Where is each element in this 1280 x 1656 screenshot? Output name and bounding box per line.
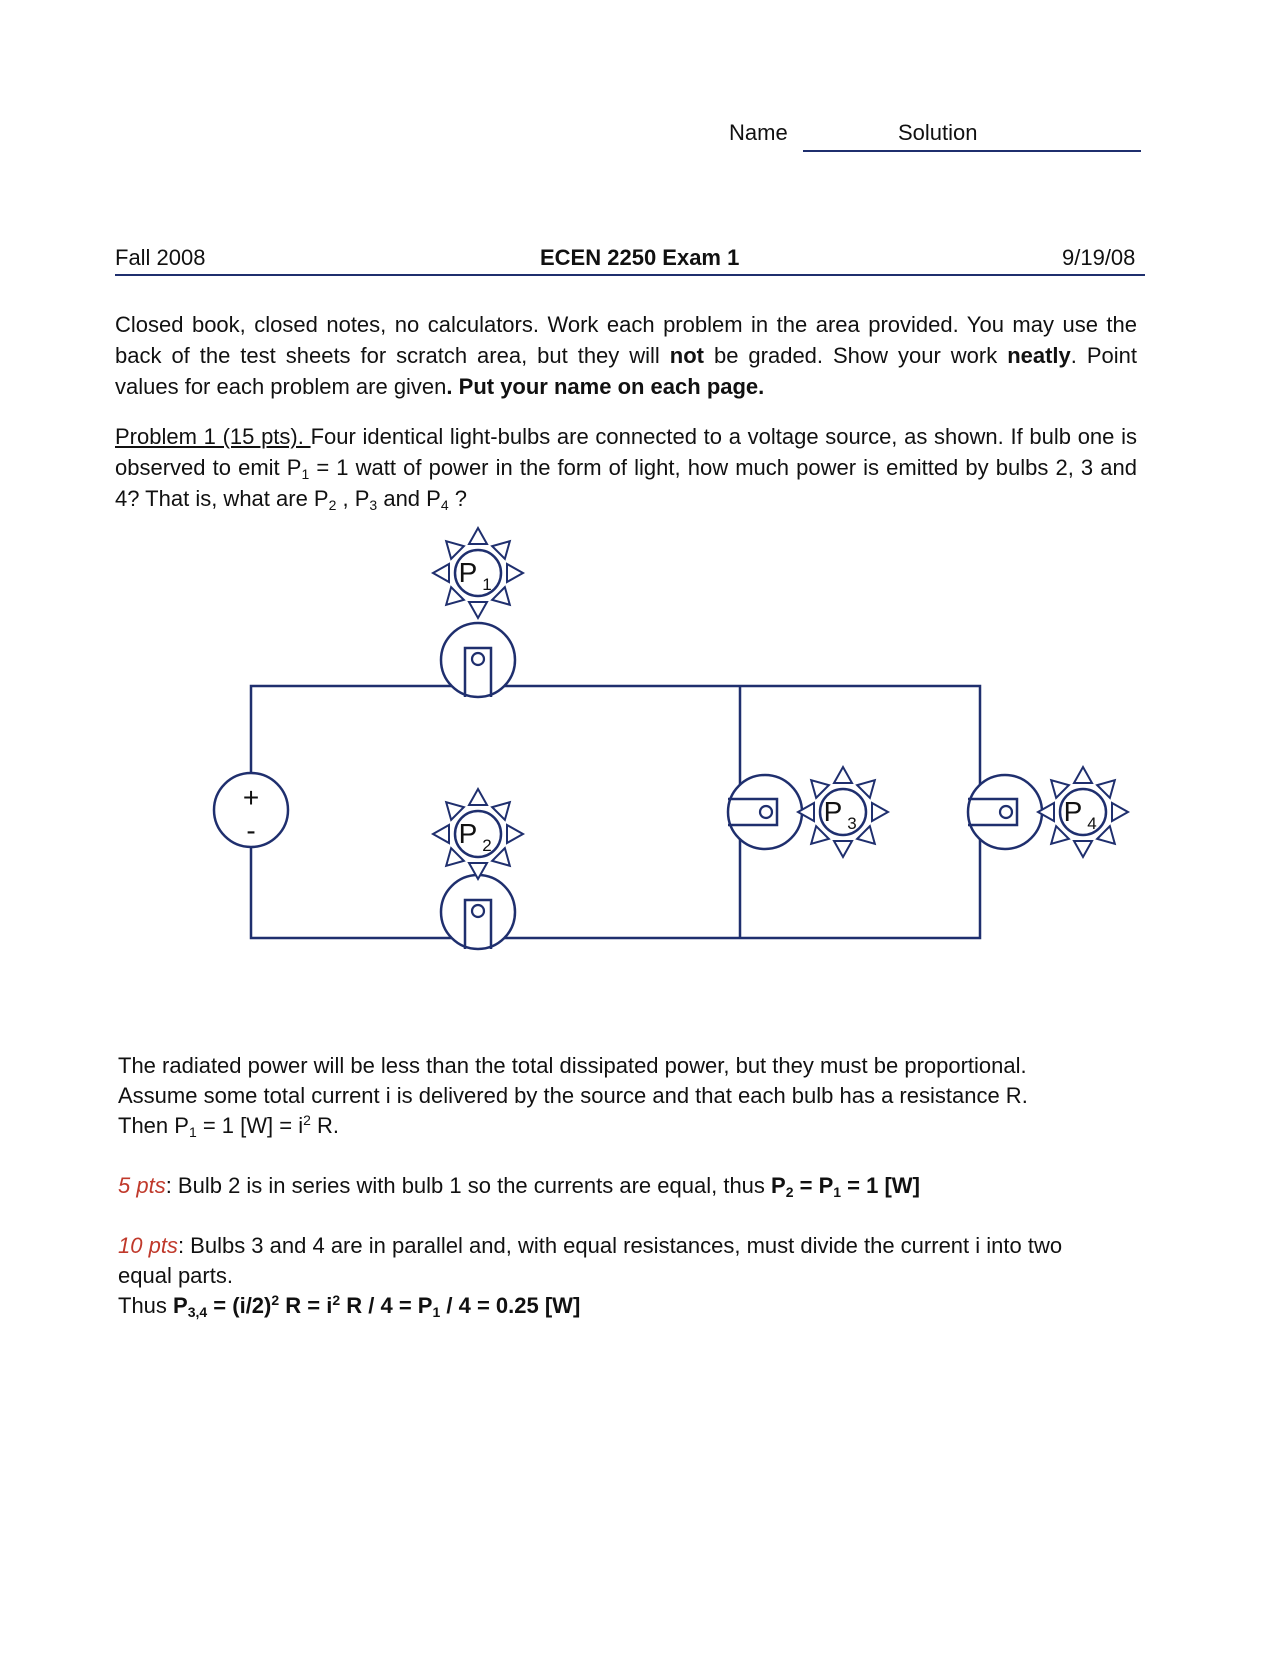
points-10: 10 pts [118,1233,178,1258]
circuit-wires [251,686,1015,938]
bulb-2-label: 2 [482,836,492,855]
name-label: Name [729,120,788,145]
bulb-4 [968,767,1128,857]
bulb-3 [728,767,888,857]
name-value: Solution [898,120,978,145]
solution-part-1: 5 pts: Bulb 2 is in series with bulb 1 so the currents are equal, thus $P_2 = P_1 = 1$ [W] [118,1173,920,1200]
points-5: 5 pts [118,1173,166,1198]
course-title: ECEN 2250 Exam 1 [540,245,740,270]
bulb-4-label: 4 [1087,814,1097,833]
source-plus: + [242,782,260,813]
svg-text:P: P [823,796,843,827]
term: Fall 2008 [115,245,206,270]
exam-date: 9/19/08 [1062,245,1136,270]
solution-intro: The radiated power will be less than the total dissipated power, but they must be proportional. Assume some total current i is delivered by the source and that each bulb has a resistance R. Then $P_1 = 1$ $[W] = i^2$ R. [118,1053,1028,1140]
voltage-source [214,773,288,847]
bulb-2 [433,789,523,949]
source-minus: - [246,815,256,846]
svg-text:P: P [458,818,478,849]
instructions: Closed book, closed notes, no calculators. Work each problem in the area provided. You may use the back of the test sheets for scratch area, but they will not be graded. Show your work neatly. Point values for each problem are given. Put your name on each page. [115,312,1138,399]
svg-text:P: P [458,557,478,588]
solution-part-2: 10 pts: Bulbs 3 and 4 are in parallel and, with equal resistances, must divide the current i into two equal parts. Thus $P_{3,4} = (i/2)^2$ $R = i^2$ $R / 4 = P_1 / 4 = 0.25$ [W] [118,1233,1063,1320]
svg-text:P: P [1063,796,1083,827]
problem-statement: Problem 1 (15 pts). Four identical light-bulbs are connected to a voltage source, as shown. If bulb one is observed to emit $P_1 = 1$ watt of power in the form of light, how much power is emitted by bulbs 2, 3 and 4? That is, what are $P_2$ , $P_3$ and $P_4$ ? [115,424,1137,513]
bulb-1-label: 1 [482,575,492,594]
bulb-1 [433,528,523,697]
problem-label: Problem 1 (15 pts). [115,424,311,449]
bulb-3-label: 3 [847,814,857,833]
